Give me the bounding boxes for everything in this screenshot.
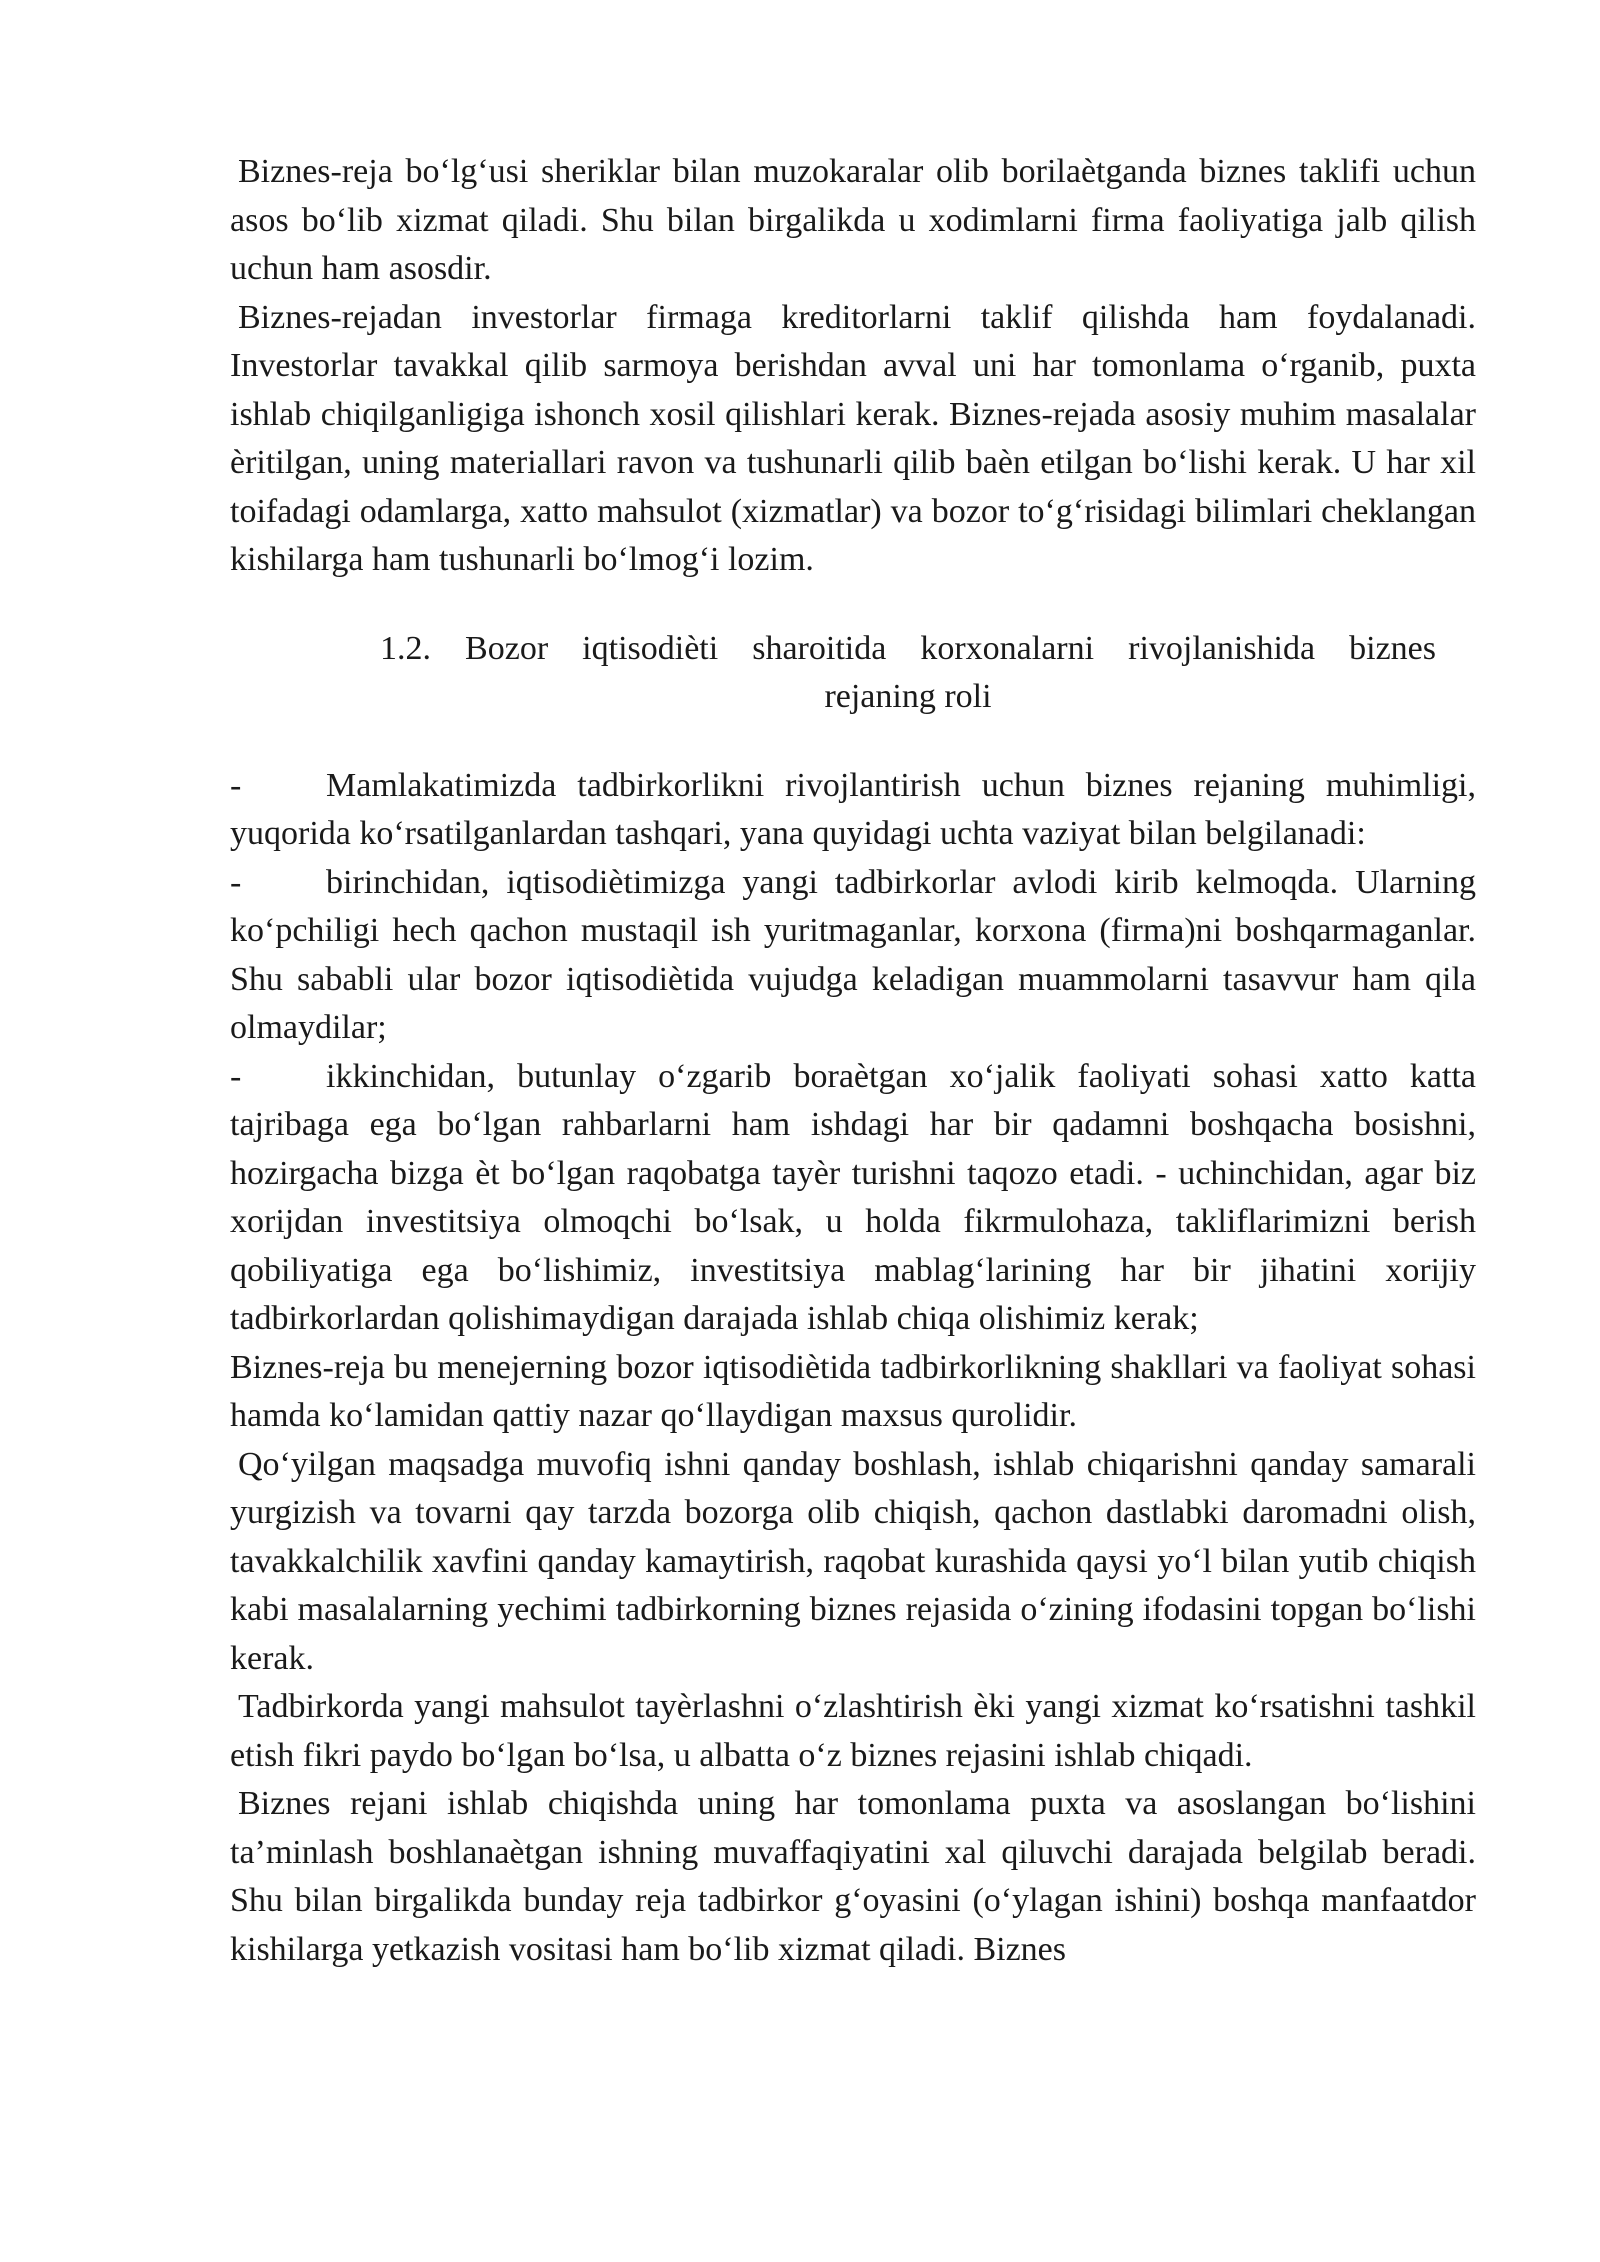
bullet-dash: - bbox=[230, 863, 242, 901]
section-heading-line2: rejaning roli bbox=[824, 678, 992, 715]
paragraph-investorlar: Biznes-rejadan investorlar firmaga kreditorlarni taklif qilishda ham foydalanadi. Investorlar tavakkal qilib sarmoya berishdan avval uni har tomonlama o‘rganib, puxta ishlab chiqilganligiga ishonch xosil qilishlari kerak. Biznes-rejada asosiy muhim masalalar èritilgan, uning materiallari ravon va tushunarli qilib baèn etilgan bo‘lishi kerak. U har xil toifadagi odamlarga, xatto mahsulot (xizmatlar) va bozor to‘g‘risidagi bilimlari cheklangan kishilarga ham tushunarli bo‘lmog‘i lozim. bbox=[230, 298, 1476, 578]
bullet-dash: - bbox=[230, 766, 242, 804]
section-heading-line1: 1.2. Bozor iqtisodièti sharoitida korxonalarni rivojlanishida biznes bbox=[380, 629, 1436, 667]
list-item bbox=[230, 1053, 1476, 1344]
paragraph-biznes-rejani-ishlab: Biznes rejani ishlab chiqishda uning har tomonlama puxta va asoslangan bo‘lishini ta’minlash boshlanaètgan ishning muvaffaqiyatini xal qiluvchi darajada belgilab beradi. Shu bilan birgalikda bunday reja tadbirkor g‘oyasini (o‘ylagan ishini) boshqa manfaatdor kishilarga yetkazish vositasi ham bo‘lib xizmat qiladi. Biznes bbox=[230, 1785, 1476, 1968]
list-item bbox=[230, 859, 1476, 1053]
paragraph-tadbirkor-mahsulot: Tadbirkorda yangi mahsulot tayèrlashni o‘zlashtirish èki yangi xizmat ko‘rsatishni tashkil etish fikri paydo bo‘lgan bo‘lsa, u albatta o‘z biznes rejasini ishlab chiqadi. bbox=[230, 1688, 1476, 1774]
paragraph-biznes-reja-sheriklar: Biznes-reja bo‘lg‘usi sheriklar bilan muzokaralar olib borilaètganda biznes taklifi uchun asos bo‘lib xizmat qiladi. Shu bilan birgalikda u xodimlarni firma faoliyatiga jalb qilish uchun ham asosdir. bbox=[230, 153, 1476, 287]
list-item-text: ikkinchidan, butunlay o‘zgarib boraètgan xo‘jalik faoliyati sohasi xatto katta tajribaga ega bo‘lgan rahbarlarni ham ishdagi har bir qadamni boshqacha bosishni, hozirgacha bizga èt bo‘lgan raqobatga tayèr turishni taqozo etadi. - uchinchidan, agar biz xorijdan investitsiya olmoqchi bo‘lsak, u holda fikrmulohaza, takliflarimizni berish qobiliyatiga ega bo‘lishimiz, investitsiya mablag‘larining har bir jihatini xorijiy tadbirkorlardan qolishimaydigan darajada ishlab chiqa olishimiz kerak; bbox=[230, 1057, 1476, 1337]
paragraph-menejer-qurol: Biznes-reja bu menejerning bozor iqtisodiètida tadbirkorlikning shakllari va faoliyat sohasi hamda ko‘lamidan qattiy nazar qo‘llaydigan maxsus qurolidir. bbox=[230, 1348, 1476, 1434]
paragraph-maqsad: Qo‘yilgan maqsadga muvofiq ishni qanday boshlash, ishlab chiqarishni qanday samarali yurgizish va tovarni qay tarzda bozorga olib chiqish, qachon dastlabki daromadni olish, tavakkalchilik xavfini qanday kamaytirish, raqobat kurashida qaysi yo‘l bilan yutib chiqish kabi masalalarning yechimi tadbirkorning biznes rejasida o‘zining ifodasini topgan bo‘lishi kerak. bbox=[230, 1445, 1476, 1677]
list-item bbox=[230, 762, 1476, 859]
bullet-dash: - bbox=[230, 1057, 242, 1095]
list-item-text: Mamlakatimizda tadbirkorlikni rivojlantirish uchun biznes rejaning muhimligi, yuqorida ko‘rsatilganlardan tashqari, yana quyidagi uchta vaziyat bilan belgilanadi: bbox=[230, 766, 1476, 852]
list-item-text: birinchidan, iqtisodiètimizga yangi tadbirkorlar avlodi kirib kelmoqda. Ularning ko‘pchiligi hech qachon mustaqil ish yuritmaganlar, korxona (firma)ni boshqarmaganlar. Shu sababli ular bozor iqtisodiètida vujudga keladigan muammolarni tasavvur ham qila olmaydilar; bbox=[230, 863, 1476, 1046]
document-body bbox=[230, 148, 1476, 1974]
section-heading bbox=[230, 625, 1476, 722]
